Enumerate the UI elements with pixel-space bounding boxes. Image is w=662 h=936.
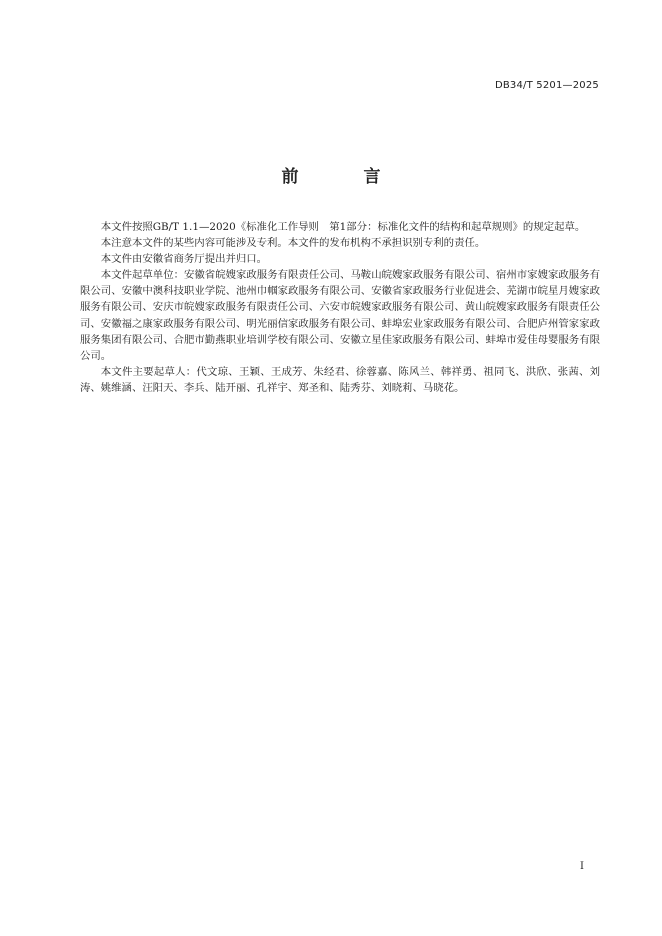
paragraph-drafting-rules: 本文件按照GB/T 1.1—2020《标准化工作导则 第1部分：标准化文件的结构和起草规则》的规定起草。 (100, 221, 586, 233)
paragraph-drafters: 本文件主要起草人：代文琼、王颖、王成芳、朱经君、徐蓉嘉、陈风兰、韩祥勇、祖同飞、洪欣、张茜、刘涛、姚维涵、汪阳天、李兵、陆开丽、孔祥宇、郑圣和、陆秀芬、刘晓莉、马晓花。 (80, 365, 600, 394)
paragraph-drafting-units: 本文件起草单位：安徽省皖嫂家政服务有限责任公司、马鞍山皖嫂家政服务有限公司、宿州市家嫂家政服务有限公司、安徽中澳科技职业学院、池州巾帼家政服务有限公司、安徽省家政服务行业促进会、芜湖市皖星月嫂家政服务有限公司、安庆市皖嫂家政服务有限责任公司、六安市皖嫂家政服务有限公司、黄山皖嫂家政服务有限责任公司、安徽福之康家政服务有限公司、明光丽信家政服务有限公司、蚌埠宏业家政服务有限公司、合肥庐州管家家政服务集团有限公司、合肥市勤燕职业培训学校有限公司、安徽立星佳家政服务有限公司、蚌埠市爱佳母婴服务有限公司。 (80, 269, 600, 362)
page-number: I (580, 861, 584, 872)
page-title: 前 言 (281, 167, 405, 187)
document-code: DB34/T 5201—2025 (494, 80, 599, 91)
foreword-body (80, 219, 600, 396)
paragraph-patent-notice: 本注意本文件的某些内容可能涉及专利。本文件的发布机构不承担识别专利的责任。 (100, 237, 486, 250)
paragraph-proposer: 本文件由安徽省商务厅提出并归口。 (100, 253, 268, 266)
